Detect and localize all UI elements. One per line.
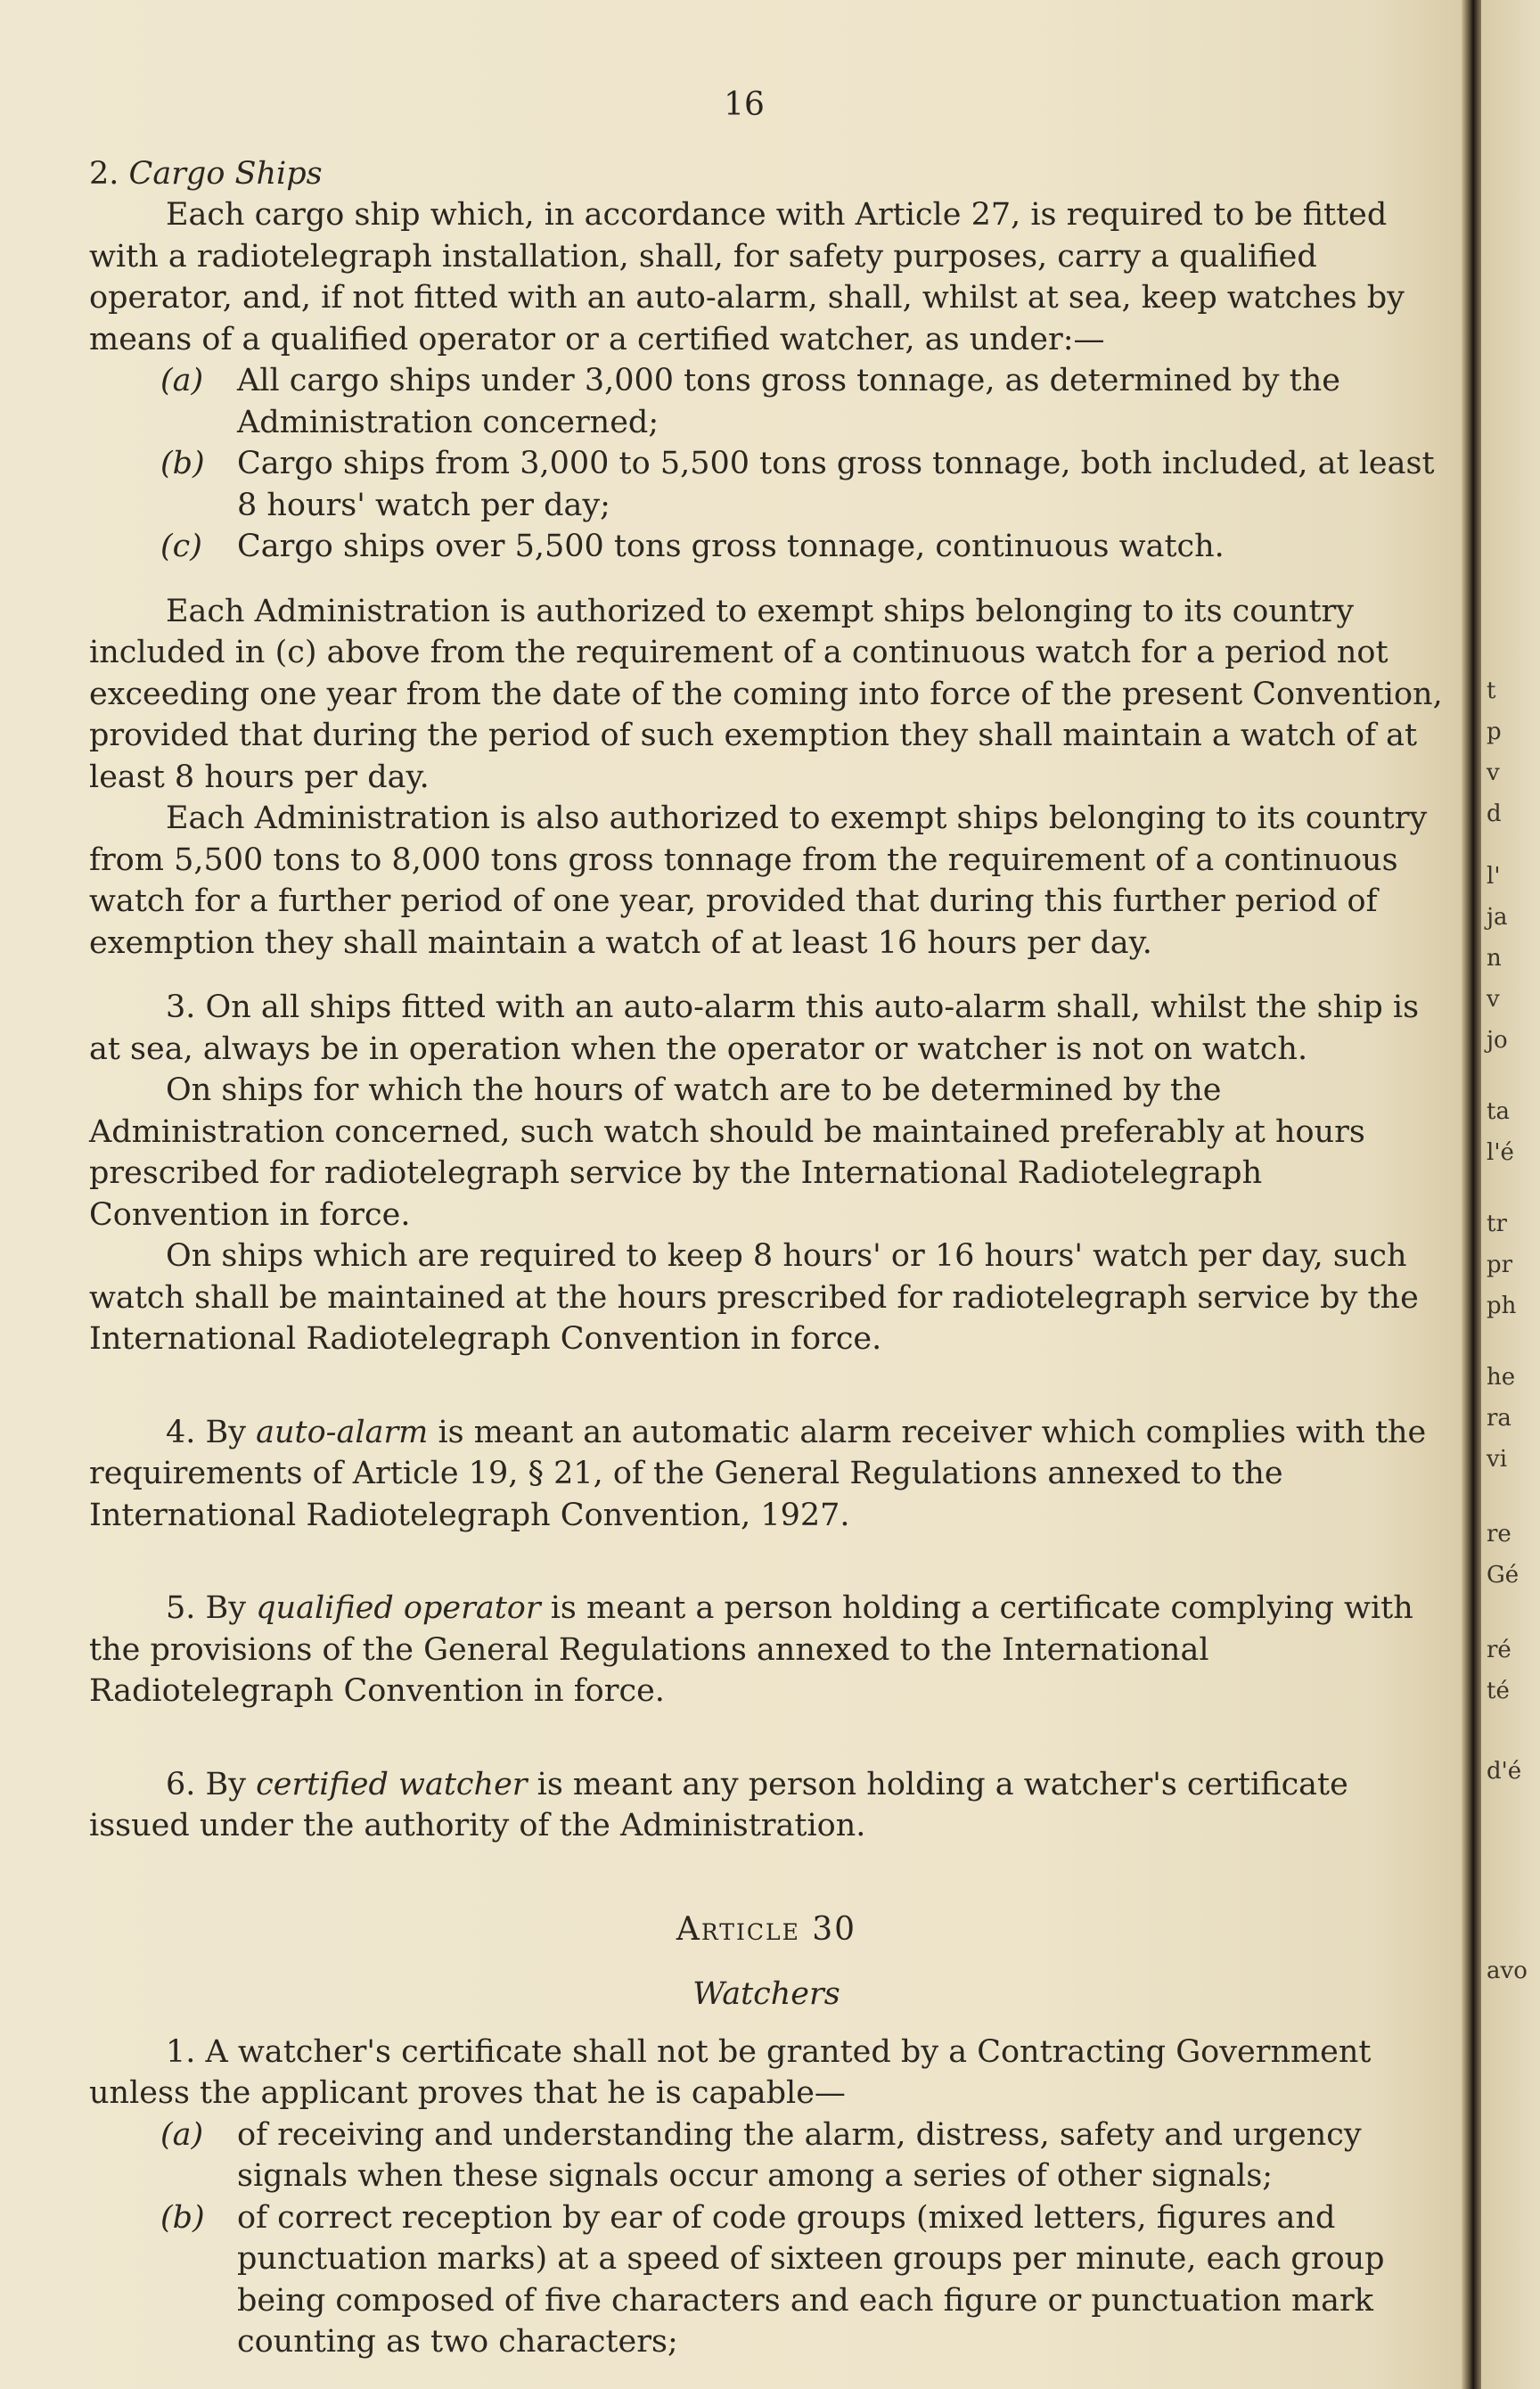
facing-page-fragment: Gé <box>1487 1562 1520 1589</box>
facing-page-fragment: tr <box>1487 1211 1507 1237</box>
facing-page-fragment: t <box>1487 677 1496 704</box>
term-qualified-operator: qualified operator <box>256 1590 541 1626</box>
facing-page-fragment: vi <box>1487 1446 1508 1473</box>
list-label: (b) <box>160 446 205 481</box>
section-2-number: 2. <box>89 155 119 192</box>
list-text: All cargo ships under 3,000 tons gross tonnage, as determined by the Administration concerned; <box>237 363 1341 440</box>
article-subtitle: Watchers <box>692 1976 840 2012</box>
list-label: (b) <box>160 2199 205 2236</box>
section-4-text: is meant an automatic alarm receiver which complies with the requirements of Article 19, § 21, of the General Regulations annexed to the International Radiotelegraph Convention, 1927. <box>89 1414 1427 1533</box>
facing-page-fragment: té <box>1487 1678 1510 1704</box>
section-6-paragraph <box>89 1764 1444 1847</box>
facing-page-fragment: he <box>1487 1364 1516 1391</box>
facing-page-fragment: ph <box>1487 1293 1517 1319</box>
section-3-watch-paragraph: On ships which are required to keep 8 hours' or 16 hours' watch per day, such watch shall be maintained at the hours prescribed for radiotelegraph service by the International Radiotelegraph Convention in force. <box>89 1238 1419 1357</box>
section-3-hours-paragraph: On ships for which the hours of watch are to be determined by the Administration concerned, such watch should be maintained preferably at hours prescribed for radiotelegraph service by the International Radiotelegraph Convention in force. <box>89 1072 1365 1233</box>
section-6-text: is meant any person holding a watcher's certificate issued under the authority of the Administration. <box>89 1766 1348 1843</box>
list-text: Cargo ships from 3,000 to 5,500 tons gross tonnage, both included, at least 8 hours' watch per day; <box>237 446 1435 523</box>
facing-page-fragment: ja <box>1487 904 1508 931</box>
list-text: of receiving and understanding the alarm, distress, safety and urgency signals when these signals occur among a series of other signals; <box>237 2116 1362 2194</box>
section-2-title: Cargo Ships <box>128 155 323 192</box>
facing-page-fragment: v <box>1487 986 1500 1013</box>
article-list-item-a <box>89 2114 1444 2197</box>
facing-page-fragment: p <box>1487 718 1502 745</box>
section-2-heading <box>89 153 1444 195</box>
facing-page-fragment: ré <box>1487 1637 1511 1663</box>
facing-page-fragment: pr <box>1487 1252 1513 1278</box>
book-gutter <box>1462 0 1481 2389</box>
list-item-c <box>89 526 1444 568</box>
article-list-item-b <box>89 2197 1444 2363</box>
page-content <box>89 85 1444 2363</box>
facing-page-fragment: jo <box>1487 1027 1508 1054</box>
article-title: Article 30 <box>676 1910 857 1948</box>
exemption-paragraph-1: Each Administration is authorized to exempt ships belonging to its country included in (c) above from the requirement of a continuous watch for a period not exceeding one year from the date of the coming into force of the present Convention, provided that during the period of such exemption they shall maintain a watch of at least 8 hours per day. <box>89 593 1443 795</box>
list-label: (c) <box>160 529 202 564</box>
facing-page-fragment: avo <box>1487 1958 1528 1984</box>
facing-page-fragment: d <box>1487 800 1502 827</box>
facing-page-fragment: ta <box>1487 1098 1510 1125</box>
term-certified-watcher: certified watcher <box>256 1766 528 1802</box>
facing-page-edge <box>1481 0 1540 2389</box>
exemption-paragraph-2: Each Administration is also authorized to exempt ships belonging to its country from 5,500 tons to 8,000 tons gross tonnage from the requirement of a continuous watch for a further period of one year, provided that during this further period of exemption they shall maintain a watch of at least 16 hours per day. <box>89 800 1428 961</box>
facing-page-fragment: re <box>1487 1521 1511 1548</box>
section-4-paragraph <box>89 1412 1444 1537</box>
facing-page-fragment: d'é <box>1487 1758 1522 1785</box>
facing-page-fragment: l'é <box>1487 1139 1514 1166</box>
section-3-paragraph: 3. On all ships fitted with an auto-alarm this auto-alarm shall, whilst the ship is at sea, always be in operation when the operator or watcher is not on watch. <box>89 989 1420 1067</box>
list-text: Cargo ships over 5,500 tons gross tonnage, continuous watch. <box>237 529 1225 564</box>
section-2-intro: Each cargo ship which, in accordance with Article 27, is required to be fitted with a radiotelegraph installation, shall, for safety purposes, carry a qualified operator, and, if not fitted with an auto-alarm, shall, whilst at sea, keep watches by means of a qualified operator or a certified watcher, as under:— <box>89 197 1405 357</box>
list-item-a <box>89 360 1444 443</box>
list-label: (a) <box>160 2116 204 2153</box>
section-5-text: is meant a person holding a certificate complying with the provisions of the General Regulations annexed to the International Radiotelegraph Convention in force. <box>89 1590 1413 1709</box>
facing-page-fragment: v <box>1487 759 1500 786</box>
section-5-prefix: 5. By <box>166 1590 257 1626</box>
section-6-prefix: 6. By <box>166 1766 257 1802</box>
article-paragraph-1: 1. A watcher's certificate shall not be granted by a Contracting Government unless the applicant proves that he is capable— <box>89 2033 1372 2111</box>
page-number: 16 <box>724 86 765 123</box>
facing-page-fragment: ra <box>1487 1405 1511 1432</box>
section-5-paragraph <box>89 1588 1444 1712</box>
section-4-prefix: 4. By <box>166 1414 257 1450</box>
list-label: (a) <box>160 363 204 398</box>
list-text: of correct reception by ear of code groups (mixed letters, figures and punctuation marks) at a speed of sixteen groups per minute, each group being composed of five characters and each figure or punctuation mark counting as two characters; <box>237 2199 1385 2360</box>
facing-page-fragment: n <box>1487 945 1502 972</box>
term-auto-alarm: auto-alarm <box>256 1414 429 1450</box>
facing-page-fragment: l' <box>1487 863 1501 890</box>
list-item-b <box>89 443 1444 526</box>
